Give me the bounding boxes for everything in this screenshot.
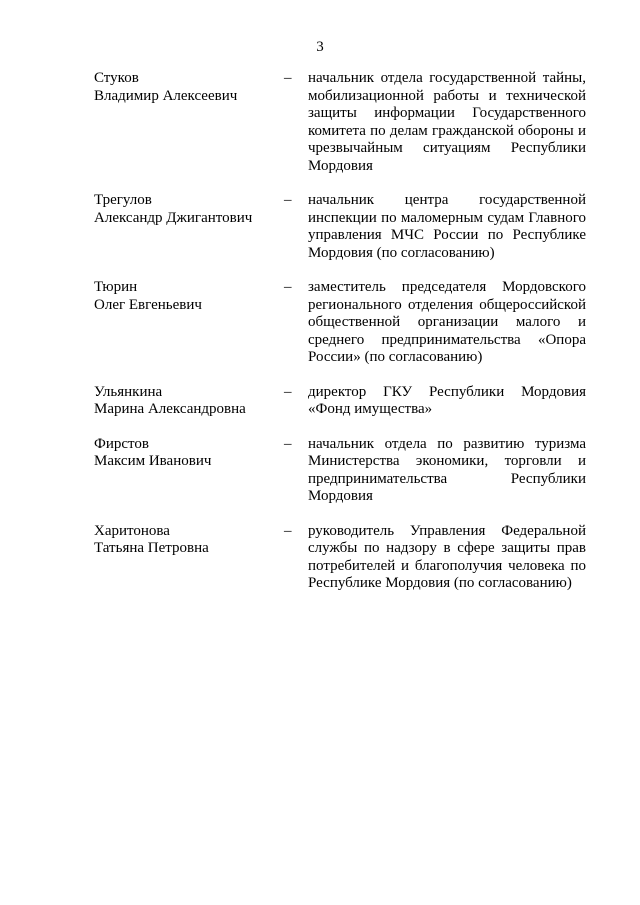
member-surname: Ульянкина xyxy=(94,383,163,400)
member-surname: Тюрин xyxy=(94,279,138,295)
dash-separator: – xyxy=(284,70,292,86)
member-position: руководитель Управления Федеральной службы по надзору в сфере защиты прав потребителей и благополучия человека по Республике Мордовия (по согласованию) xyxy=(308,522,586,591)
member-entry xyxy=(94,436,586,506)
member-name xyxy=(94,279,284,314)
member-given-names: Александр Джигантович xyxy=(94,209,253,226)
member-surname: Харитонова xyxy=(94,522,170,539)
member-surname: Трегулов xyxy=(94,192,152,208)
page-number: 3 xyxy=(316,39,324,55)
member-given-names: Олег Евгеньевич xyxy=(94,296,202,313)
member-given-names: Максим Иванович xyxy=(94,453,212,469)
member-position: начальник центра государственной инспекции по маломерным судам Главного управления МЧС России по Республике Мордовия (по согласованию) xyxy=(308,192,586,261)
member-entry xyxy=(94,384,586,419)
member-entry xyxy=(94,70,586,175)
member-given-names: Татьяна Петровна xyxy=(94,540,209,556)
member-surname: Фирстов xyxy=(94,435,149,452)
member-name xyxy=(94,384,284,419)
member-name xyxy=(94,436,284,471)
member-name xyxy=(94,70,284,105)
member-entry xyxy=(94,192,586,262)
member-position: начальник отдела государственной тайны, мобилизационной работы и технической защиты информации Государственного комитета по делам гражданской обороны и чрезвычайным ситуациям Республики Мордовия xyxy=(308,70,586,174)
member-name xyxy=(94,192,284,227)
dash-separator: – xyxy=(284,192,292,208)
dash-separator: – xyxy=(284,383,292,400)
dash-separator: – xyxy=(284,435,292,452)
member-name xyxy=(94,523,284,558)
dash-separator: – xyxy=(284,522,292,539)
member-position: заместитель председателя Мордовского регионального отделения общероссийской общественной организации малого и среднего предпринимательства «Опора России» (по согласованию) xyxy=(308,279,586,365)
member-entry xyxy=(94,523,586,593)
member-position: директор ГКУ Республики Мордовия «Фонд имущества» xyxy=(308,383,586,417)
members-list xyxy=(94,70,586,593)
member-given-names: Марина Александровна xyxy=(94,401,246,417)
dash-separator: – xyxy=(284,279,292,295)
member-position: начальник отдела по развитию туризма Министерства экономики, торговли и предпринимательства Республики Мордовия xyxy=(308,435,586,504)
member-given-names: Владимир Алексеевич xyxy=(94,87,238,104)
member-entry xyxy=(94,279,586,367)
member-surname: Стуков xyxy=(94,70,139,86)
